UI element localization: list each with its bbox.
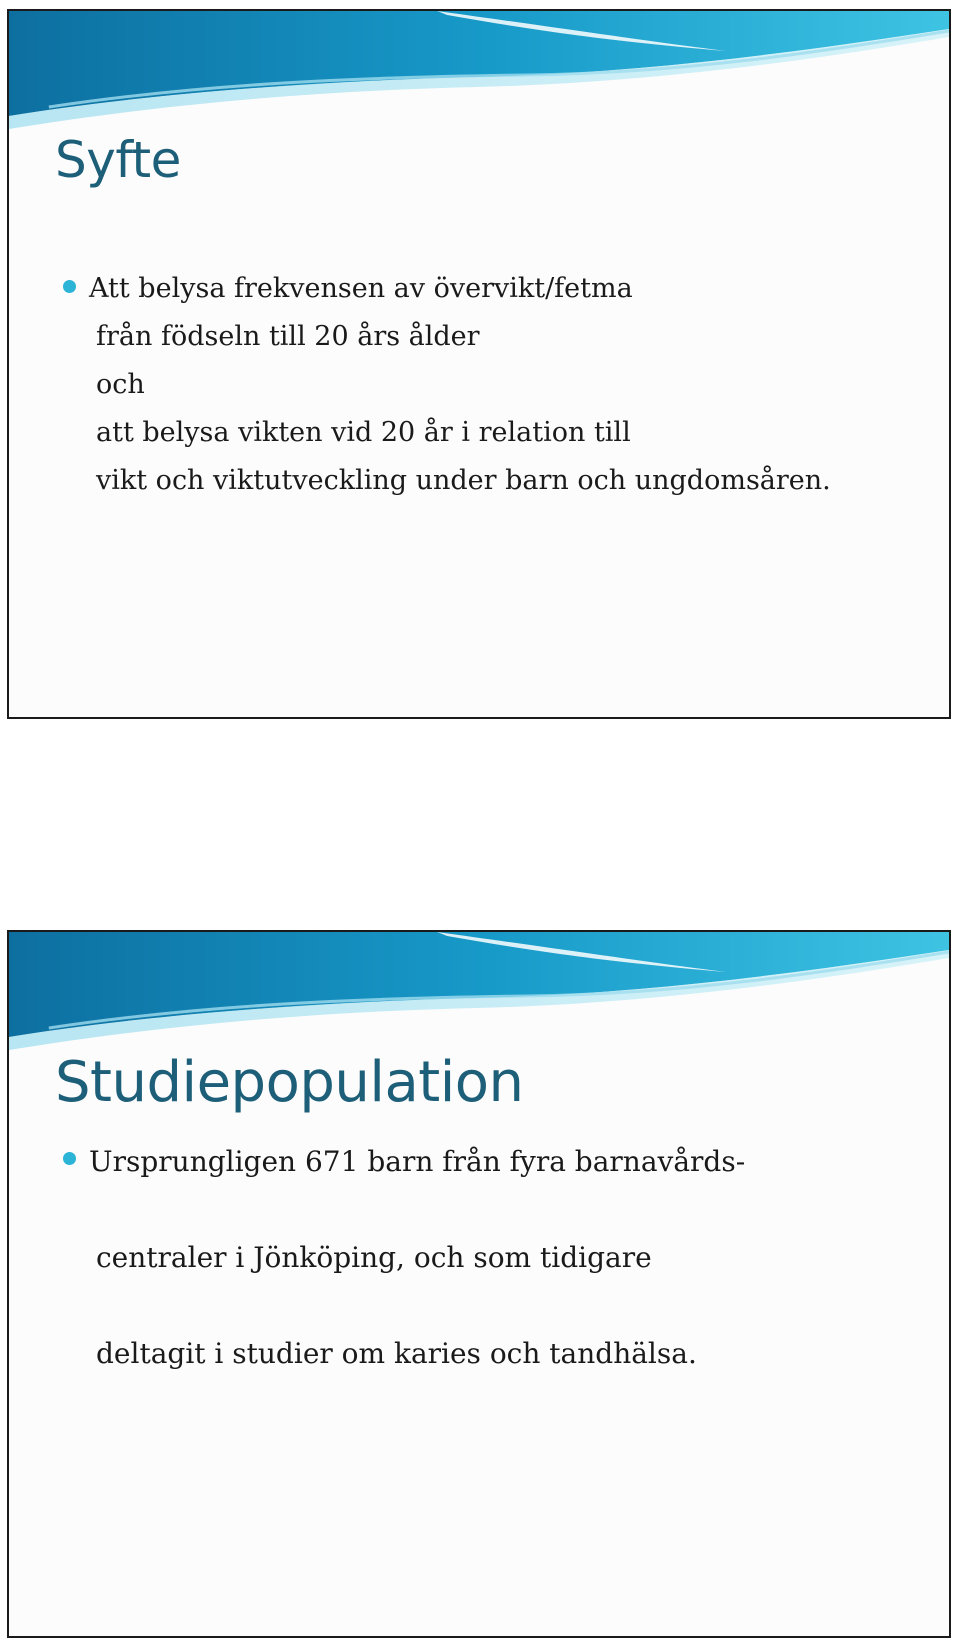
header-wave-decoration xyxy=(9,11,949,141)
slide-title: Studiepopulation xyxy=(55,1050,524,1115)
bullet-list xyxy=(63,265,831,505)
bullet-item xyxy=(63,1138,745,1378)
slide-syfte xyxy=(7,9,951,719)
bullet-line: att belysa vikten vid 20 år i relation till xyxy=(96,417,631,448)
bullet-list xyxy=(63,1138,745,1378)
header-wave-decoration xyxy=(9,932,949,1062)
bullet-line: Att belysa frekvensen av övervikt/fetma xyxy=(89,273,633,304)
slide-studiepopulation xyxy=(7,930,951,1638)
bullet-dot-icon xyxy=(63,280,76,293)
bullet-line: Ursprungligen 671 barn från fyra barnavårds- xyxy=(89,1145,746,1178)
bullet-line: deltagit i studier om karies och tandhälsa. xyxy=(96,1337,697,1370)
bullet-item xyxy=(63,265,831,505)
bullet-line: och xyxy=(96,369,145,400)
bullet-line: vikt och viktutveckling under barn och ungdomsåren. xyxy=(96,465,831,496)
bullet-line: centraler i Jönköping, och som tidigare xyxy=(96,1241,652,1274)
slide-title: Syfte xyxy=(55,131,181,189)
bullet-line: från födseln till 20 års ålder xyxy=(96,321,480,352)
bullet-dot-icon xyxy=(63,1152,76,1165)
